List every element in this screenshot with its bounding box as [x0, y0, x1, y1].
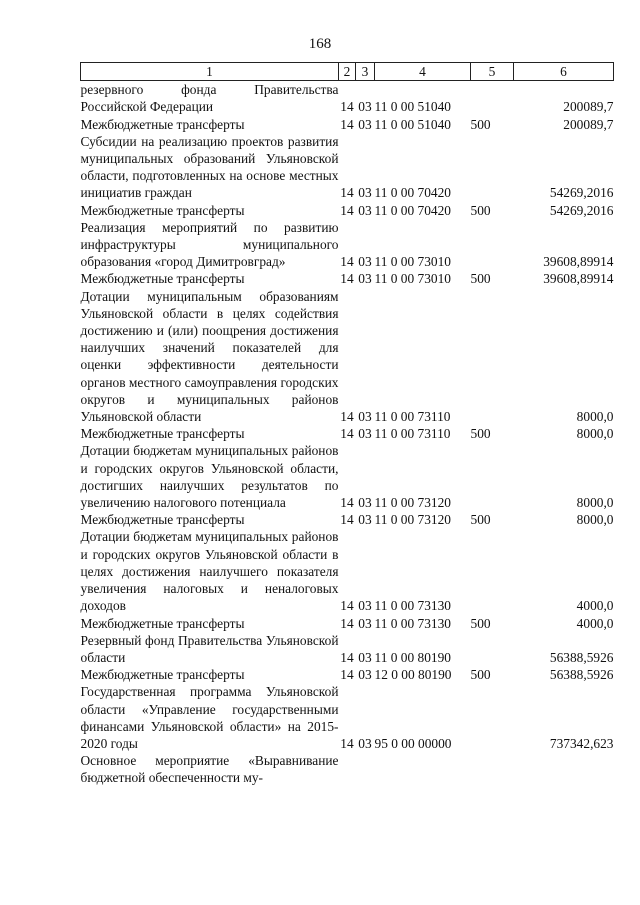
row-target-article: 11 0 00 73130 — [374, 615, 451, 631]
table-row — [81, 511, 614, 528]
row-subsection: 03 — [358, 116, 372, 132]
row-name: Резервный фонд Правительства Ульяновской области — [80, 632, 339, 665]
row-amount: 200089,7 — [563, 99, 614, 115]
row-target-article — [375, 752, 471, 786]
row-target-article: 11 0 00 70420 — [374, 185, 451, 201]
row-amount: 4000,0 — [576, 615, 614, 631]
row-expense-type: 500 — [470, 116, 491, 132]
row-section: 14 — [340, 512, 354, 528]
row-target-article: 11 0 00 51040 — [374, 116, 451, 132]
row-expense-type: 500 — [470, 512, 491, 528]
row-section — [339, 752, 356, 786]
row-subsection: 03 — [358, 99, 372, 115]
row-name: Реализация мероприятий по развитию инфраструктуры муниципального образования «город Димитровград» — [80, 219, 339, 270]
row-expense-type — [471, 442, 514, 511]
row-section: 14 — [340, 598, 354, 614]
row-subsection: 03 — [358, 254, 372, 270]
row-name: Межбюджетные трансферты — [80, 426, 245, 442]
row-name: резервного фонда Правительства Российской Федерации — [80, 82, 339, 115]
row-expense-type — [471, 133, 514, 202]
row-name: Субсидии на реализацию проектов развития муниципальных образований Ульяновской области, подготовленных на основе местных инициатив граждан — [80, 133, 339, 201]
row-target-article: 11 0 00 73010 — [374, 271, 451, 287]
row-expense-type — [471, 288, 514, 426]
table-row — [81, 425, 614, 442]
row-target-article: 12 0 00 80190 — [374, 667, 452, 683]
row-amount: 8000,0 — [576, 495, 614, 511]
row-section: 14 — [340, 99, 354, 115]
table-row — [81, 442, 614, 511]
row-subsection: 03 — [358, 202, 372, 218]
row-subsection — [356, 752, 375, 786]
row-amount: 39608,89914 — [543, 254, 614, 270]
table-row — [81, 288, 614, 426]
row-section: 14 — [340, 735, 354, 751]
row-section: 14 — [340, 185, 354, 201]
row-section: 14 — [340, 409, 354, 425]
row-amount: 737342,623 — [549, 735, 614, 751]
column-header-expense-type: 5 — [471, 63, 514, 81]
row-amount: 8000,0 — [576, 409, 614, 425]
row-target-article: 11 0 00 73010 — [374, 254, 451, 270]
row-target-article: 11 0 00 73110 — [374, 426, 451, 442]
row-target-article: 11 0 00 73120 — [374, 495, 451, 511]
row-expense-type: 500 — [470, 426, 491, 442]
row-name: Межбюджетные трансферты — [80, 202, 245, 218]
row-target-article: 11 0 00 70420 — [374, 202, 451, 218]
row-subsection: 03 — [358, 667, 372, 683]
row-section: 14 — [340, 495, 354, 511]
column-header-section: 2 — [339, 63, 356, 81]
row-subsection: 03 — [358, 615, 372, 631]
column-header-amount: 6 — [514, 63, 614, 81]
row-name: Межбюджетные трансферты — [80, 615, 245, 631]
table-row — [81, 202, 614, 219]
row-section: 14 — [340, 667, 354, 683]
row-name: Дотации муниципальным образованиям Ульяновской области в целях содействия достижению и (или) поощрения достижения наилучших значений показателей для оценки эффективности деятельности органов местного самоуправления городских округов и муниципальных районов Ульяновской области — [80, 288, 339, 425]
row-subsection: 03 — [358, 185, 372, 201]
row-subsection: 03 — [358, 426, 372, 442]
row-expense-type — [471, 632, 514, 666]
row-amount — [514, 752, 614, 786]
table-row — [81, 219, 614, 271]
row-subsection: 03 — [358, 271, 372, 287]
row-amount: 54269,2016 — [549, 185, 614, 201]
table-row — [81, 666, 614, 683]
row-expense-type — [471, 752, 514, 786]
row-expense-type: 500 — [470, 615, 491, 631]
column-header-name: 1 — [81, 63, 339, 81]
table-row — [81, 81, 614, 116]
row-amount: 8000,0 — [576, 426, 614, 442]
row-amount: 56388,5926 — [549, 649, 614, 665]
row-expense-type: 500 — [470, 202, 491, 218]
row-section: 14 — [340, 202, 354, 218]
table-header-row — [81, 63, 614, 81]
row-subsection: 03 — [358, 512, 372, 528]
table-row — [81, 133, 614, 202]
row-amount: 54269,2016 — [549, 202, 614, 218]
row-section: 14 — [340, 116, 354, 132]
table-row — [81, 615, 614, 632]
row-name: Основное мероприятие «Выравнивание бюджетной обеспеченности му- — [80, 753, 339, 786]
row-section: 14 — [340, 426, 354, 442]
row-name: Межбюджетные трансферты — [80, 667, 245, 683]
row-name: Дотации бюджетам муниципальных районов и городских округов Ульяновской области, достигших наилучших результатов по увеличению налогового потенциала — [80, 443, 339, 511]
row-subsection: 03 — [358, 598, 372, 614]
row-target-article: 11 0 00 73110 — [374, 409, 451, 425]
budget-table — [80, 62, 614, 787]
row-expense-type: 500 — [470, 667, 491, 683]
row-target-article: 11 0 00 73120 — [374, 512, 451, 528]
row-target-article: 11 0 00 51040 — [374, 99, 451, 115]
row-amount: 8000,0 — [576, 512, 614, 528]
table-row — [81, 683, 614, 752]
row-section: 14 — [340, 615, 354, 631]
row-expense-type — [471, 528, 514, 614]
row-target-article: 11 0 00 73130 — [374, 598, 451, 614]
row-section: 14 — [340, 271, 354, 287]
row-amount: 200089,7 — [563, 116, 614, 132]
row-name: Государственная программа Ульяновской области «Управление государственными финансами Ульяновской области» на 2015-2020 годы — [80, 684, 339, 751]
row-amount: 56388,5926 — [549, 667, 614, 683]
row-amount: 4000,0 — [576, 598, 614, 614]
row-name: Межбюджетные трансферты — [80, 116, 245, 132]
row-name: Межбюджетные трансферты — [80, 271, 245, 287]
row-subsection: 03 — [358, 409, 372, 425]
row-expense-type — [471, 683, 514, 752]
row-name: Дотации бюджетам муниципальных районов и городских округов Ульяновской области в целях достижения наилучшего показателя увеличения налоговых и неналоговых доходов — [80, 529, 339, 614]
row-expense-type: 500 — [470, 271, 491, 287]
table-row — [81, 632, 614, 666]
row-amount: 39608,89914 — [543, 271, 614, 287]
row-target-article: 95 0 00 00000 — [374, 735, 452, 751]
row-subsection: 03 — [358, 649, 372, 665]
table-row — [81, 752, 614, 786]
table-row — [81, 270, 614, 287]
row-expense-type — [471, 81, 514, 116]
row-name: Межбюджетные трансферты — [80, 512, 245, 528]
row-expense-type — [471, 219, 514, 271]
row-section: 14 — [340, 254, 354, 270]
column-header-subsection: 3 — [356, 63, 375, 81]
page-number: 168 — [308, 36, 332, 52]
row-subsection: 03 — [358, 495, 372, 511]
column-header-target-article: 4 — [375, 63, 471, 81]
table-row — [81, 116, 614, 133]
row-target-article: 11 0 00 80190 — [374, 649, 451, 665]
row-subsection: 03 — [358, 735, 372, 751]
row-section: 14 — [340, 649, 354, 665]
table-row — [81, 528, 614, 614]
